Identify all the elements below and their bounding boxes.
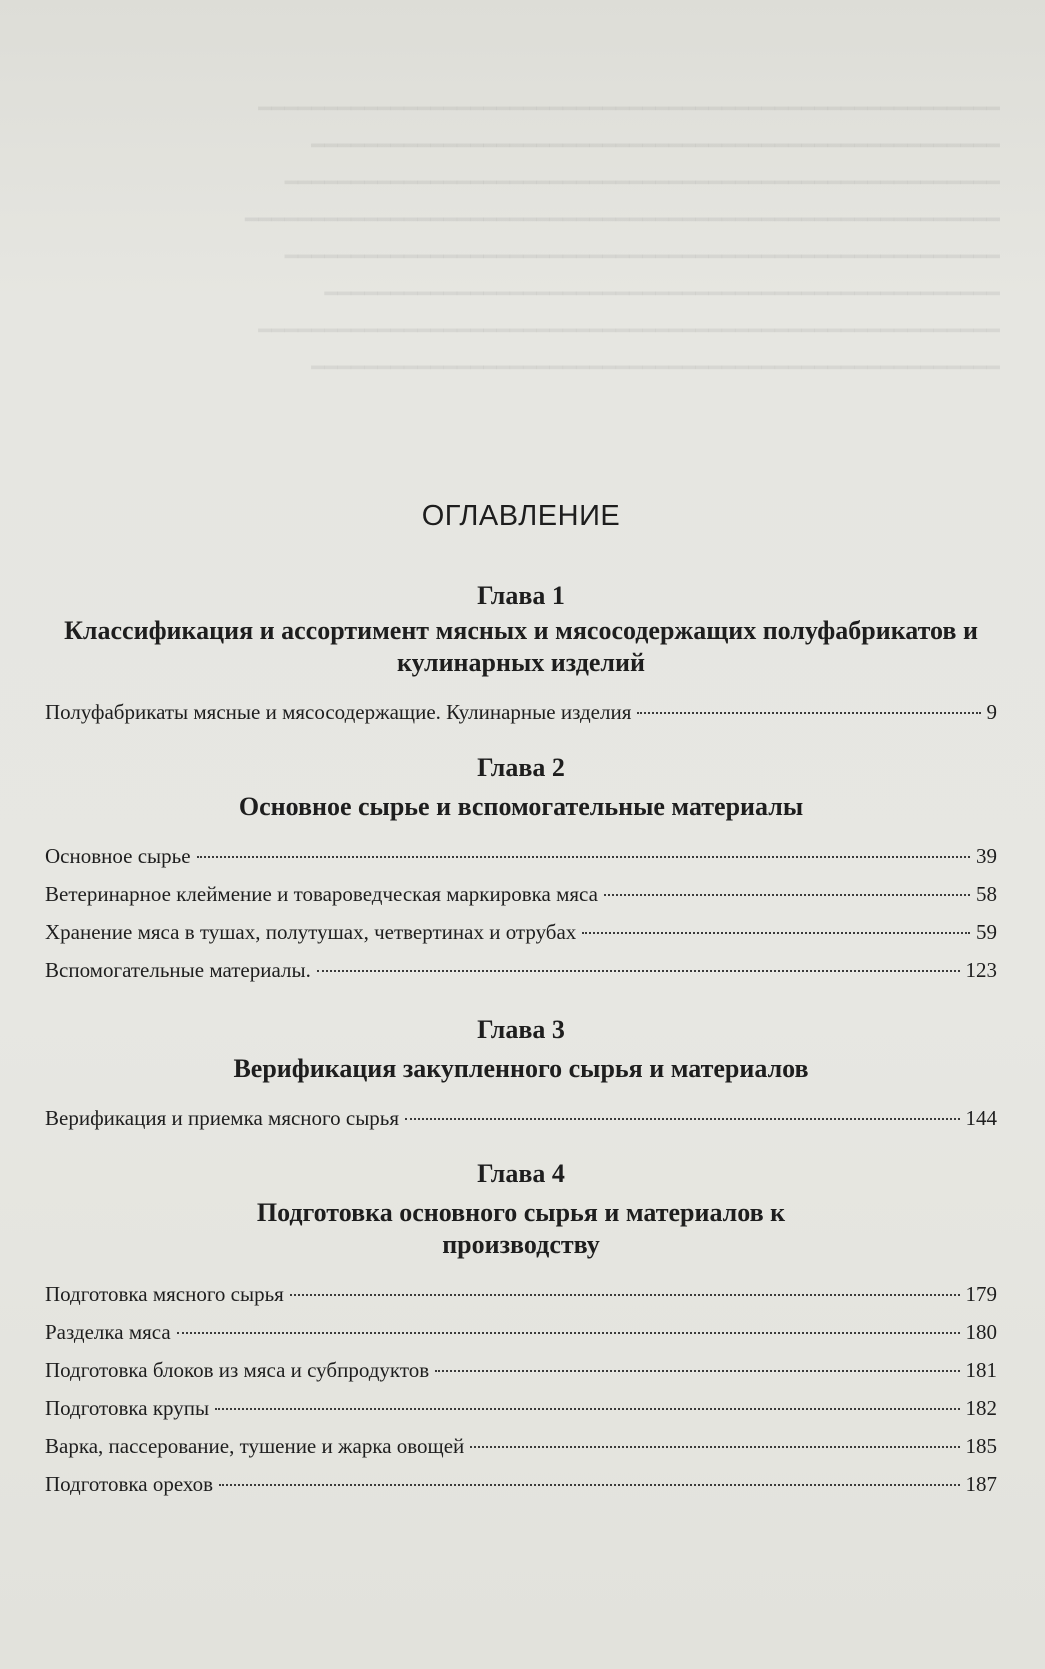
toc-entry[interactable] — [45, 1313, 997, 1351]
toc-title: ОГЛАВЛЕНИЕ — [421, 500, 621, 532]
entry-page: 187 — [965, 1472, 997, 1496]
toc-entry[interactable] — [45, 875, 997, 913]
chapter-title: Классификация и ассортимент мясных и мясосодержащих полуфабрикатов и кулинарных изделий — [64, 616, 978, 677]
dot-leader — [197, 856, 970, 858]
entry-page: 179 — [965, 1282, 997, 1306]
chapter-entries — [45, 1099, 997, 1137]
dot-leader — [435, 1370, 959, 1372]
chapter-3 — [45, 1015, 997, 1137]
chapter-title: Основное сырье и вспомогательные материалы — [238, 792, 804, 821]
chapter-entries — [45, 837, 997, 989]
toc-entry[interactable] — [45, 1427, 997, 1465]
toc-entry[interactable] — [45, 1465, 997, 1503]
dot-leader — [604, 894, 970, 896]
entry-title: Хранение мяса в тушах, полутушах, четвертинах и отрубах — [45, 920, 577, 944]
entry-title: Подготовка орехов — [45, 1472, 213, 1496]
entry-page: 182 — [965, 1396, 997, 1420]
chapter-entries — [45, 693, 997, 731]
entry-title: Разделка мяса — [45, 1320, 171, 1344]
toc-entry[interactable] — [45, 837, 997, 875]
dot-leader — [219, 1484, 960, 1486]
toc-entry[interactable] — [45, 1275, 997, 1313]
dot-leader — [317, 970, 960, 972]
entry-page: 9 — [986, 700, 997, 724]
entry-page: 59 — [976, 920, 997, 944]
entry-title: Верификация и приемка мясного сырья — [45, 1106, 400, 1130]
entry-title: Полуфабрикаты мясные и мясосодержащие. Кулинарные изделия — [45, 700, 632, 724]
entry-title: Ветеринарное клеймение и товароведческая маркировка мяса — [45, 882, 598, 906]
chapter-entries — [45, 1275, 997, 1503]
toc-entry[interactable] — [45, 1351, 997, 1389]
chapter-title: Подготовка основного сырья и материалов к производству — [256, 1198, 786, 1259]
dot-leader — [405, 1118, 959, 1120]
entry-title: Вспомогательные материалы. — [45, 958, 311, 982]
dot-leader — [470, 1446, 959, 1448]
table-of-contents — [45, 500, 997, 1525]
chapter-label: Глава 3 — [477, 1015, 565, 1044]
toc-entry[interactable] — [45, 1389, 997, 1427]
chapter-4 — [45, 1159, 997, 1503]
chapter-title: Верификация закупленного сырья и материалов — [233, 1054, 809, 1083]
toc-entry[interactable] — [45, 1099, 997, 1137]
entry-title: Основное сырье — [45, 844, 191, 868]
dot-leader — [177, 1332, 960, 1334]
entry-title: Подготовка мясного сырья — [45, 1282, 284, 1306]
entry-page: 181 — [965, 1358, 997, 1382]
toc-entry[interactable] — [45, 693, 997, 731]
dot-leader — [215, 1408, 959, 1410]
dot-leader — [582, 932, 970, 934]
entry-page: 144 — [965, 1106, 997, 1130]
chapter-label: Глава 1 — [477, 581, 565, 610]
chapter-1 — [45, 581, 997, 731]
toc-entry[interactable] — [45, 913, 997, 951]
entry-page: 39 — [976, 844, 997, 868]
entry-page: 58 — [976, 882, 997, 906]
chapter-2 — [45, 753, 997, 989]
toc-entry[interactable] — [45, 951, 997, 989]
entry-page: 185 — [965, 1434, 997, 1458]
chapter-label: Глава 2 — [477, 753, 565, 782]
entry-page: 180 — [965, 1320, 997, 1344]
bleed-through-text: ━━━━━━━━━━━━━━━━━━━━━━━━━━━━━━━━━━━━━━━━━━━━━━━━━━━━━━━━ ━━━━━━━━━━━━━━━━━━━━━━━━━━━━━━━━━━━━━━━━━━━━━━━━━━━━ ━━━━━━━━━━━━━━━━━━━━━━━━━━━━━━━━━━━━━━━━━━━━━━━━━━━━━━ ━━━━━━━━━━━━━━━━━━━━━━━━━━━━━━━━━━━━━━━━━━━━━━━━━━━━━━━━━ ━━━━━━━━━━━━━━━━━━━━━━━━━━━━━━━━━━━━━━━━━━━━━━━━━━━━━━ ━━━━━━━━━━━━━━━━━━━━━━━━━━━━━━━━━━━━━━━━━━━━━━━━━━━ ━━━━━━━━━━━━━━━━━━━━━━━━━━━━━━━━━━━━━━━━━━━━━━━━━━━━━━━━ ━━━━━━━━━━━━━━━━━━━━━━━━━━━━━━━━━━━━━━━━━━━━━━━━━━━━ — [245, 96, 1000, 380]
entry-page: 123 — [965, 958, 997, 982]
chapter-label: Глава 4 — [477, 1159, 565, 1188]
dot-leader — [290, 1294, 960, 1296]
entry-title: Подготовка крупы — [45, 1396, 210, 1420]
entry-title: Варка, пассерование, тушение и жарка овощей — [45, 1434, 465, 1458]
dot-leader — [637, 712, 980, 714]
entry-title: Подготовка блоков из мяса и субпродуктов — [45, 1358, 430, 1382]
